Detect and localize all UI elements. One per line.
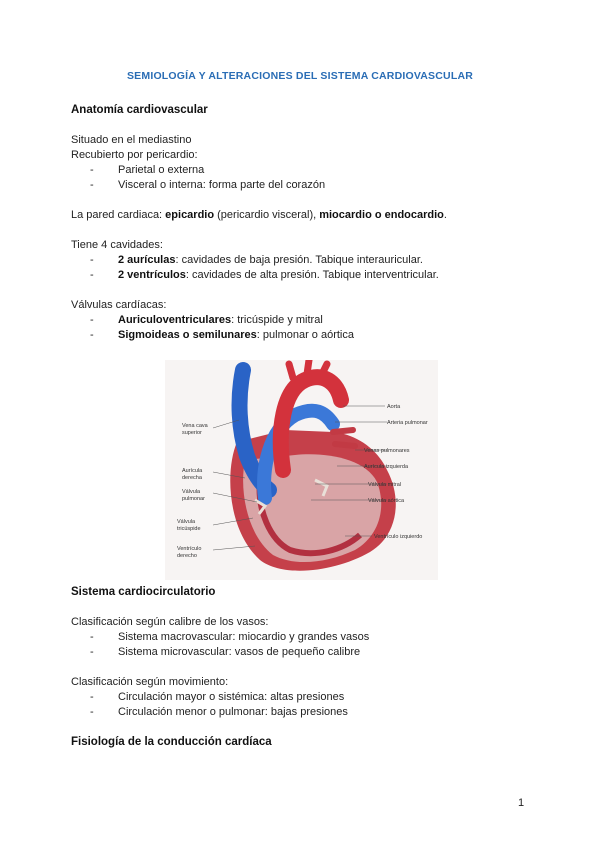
list-item xyxy=(90,179,325,191)
label-venas-pulmonares: Venas pulmonares xyxy=(364,448,410,454)
label-superior: superior xyxy=(182,430,202,436)
bullet-dash: - xyxy=(90,269,94,281)
text-run: (pericardio visceral), xyxy=(214,209,320,221)
bold-run: 2 aurículas xyxy=(118,254,176,266)
list-item xyxy=(90,646,360,658)
list-item xyxy=(90,254,423,266)
label-valvula-mitral: Válvula mitral xyxy=(368,482,402,488)
list-item-text: Parietal o externa xyxy=(118,164,205,176)
page-number: 1 xyxy=(518,797,525,809)
text-line: Válvulas cardíacas: xyxy=(71,299,167,311)
label-auricula-izquierda: Aurícula izquierda xyxy=(364,464,409,470)
bullet-dash: - xyxy=(90,631,94,643)
bullet-dash: - xyxy=(90,691,94,703)
bullet-dash: - xyxy=(90,254,94,266)
label-vena-cava: Vena cava xyxy=(182,423,208,429)
text-run: : tricúspide y mitral xyxy=(231,314,323,326)
list-item xyxy=(90,164,204,176)
text-line: Tiene 4 cavidades: xyxy=(71,239,163,251)
document-title: SEMIOLOGÍA Y ALTERACIONES DEL SISTEMA CARDIOVASCULAR xyxy=(126,70,474,82)
list-item xyxy=(90,691,344,703)
list-item-text: Sistema microvascular: vasos de pequeño calibre xyxy=(118,646,361,658)
bold-run: Auriculoventriculares xyxy=(118,314,232,326)
text-run: . xyxy=(443,209,447,221)
label-auricula-derecha: Aurícula xyxy=(182,468,203,474)
heading-sistema-cardiocirculatorio: Sistema cardiocirculatorio xyxy=(71,586,216,598)
label-derecha: derecha xyxy=(182,475,202,481)
list-item xyxy=(90,329,354,341)
heading-anatomia: Anatomía cardiovascular xyxy=(71,104,208,116)
bold-run: epicardio xyxy=(165,209,215,221)
bold-run: miocardio o endocardio xyxy=(319,209,444,221)
list-item xyxy=(90,631,369,643)
label-aorta: Aorta xyxy=(387,404,401,410)
bullet-dash: - xyxy=(90,164,94,176)
bullet-dash: - xyxy=(90,706,94,718)
text-run: La pared cardiaca: xyxy=(71,209,166,221)
text-line: Clasificación según movimiento: xyxy=(71,676,229,688)
bold-run: 2 ventrículos xyxy=(118,269,186,281)
heading-fisiologia-conduccion: Fisiología de la conducción cardíaca xyxy=(71,736,272,748)
text-line: Recubierto por pericardio: xyxy=(71,149,198,161)
list-item-text: Visceral o interna: forma parte del corazón xyxy=(118,179,326,191)
list-item-text: Circulación mayor o sistémica: altas presiones xyxy=(118,691,345,703)
text-line: Situado en el mediastino xyxy=(71,134,192,146)
list-item-text: Circulación menor o pulmonar: bajas presiones xyxy=(118,706,348,718)
label-ventriculo-izquierdo: Ventrículo izquierdo xyxy=(374,534,423,540)
bullet-dash: - xyxy=(90,179,94,191)
label-valvula-tricuspide: Válvula xyxy=(177,519,196,525)
text-pared xyxy=(71,209,447,221)
bullet-dash: - xyxy=(90,314,94,326)
heart-anatomy-illustration xyxy=(165,360,438,580)
list-item xyxy=(90,706,348,718)
label-ventriculo-derecho: Ventrículo xyxy=(177,546,202,552)
list-item-text: Sistema macrovascular: miocardio y grandes vasos xyxy=(118,631,370,643)
label-valvula-pulmonar: Válvula xyxy=(182,489,201,495)
bold-run: Sigmoideas o semilunares xyxy=(118,329,257,341)
text-run: : cavidades de alta presión. Tabique interventricular. xyxy=(185,269,439,281)
list-item xyxy=(90,314,323,326)
label-valvula-aortica: Válvula aórtica xyxy=(368,498,405,504)
text-line: Clasificación según calibre de los vasos: xyxy=(71,616,269,628)
bullet-dash: - xyxy=(90,329,94,341)
label-derecho: derecho xyxy=(177,553,197,559)
label-pulmonar: pulmonar xyxy=(182,496,205,502)
label-tricuspide: tricúspide xyxy=(177,526,201,532)
bullet-dash: - xyxy=(90,646,94,658)
text-run: : pulmonar o aórtica xyxy=(256,329,354,341)
text-run: : cavidades de baja presión. Tabique interauricular. xyxy=(175,254,423,266)
label-arteria-pulmonar: Arteria pulmonar xyxy=(387,420,428,426)
list-item xyxy=(90,269,439,281)
